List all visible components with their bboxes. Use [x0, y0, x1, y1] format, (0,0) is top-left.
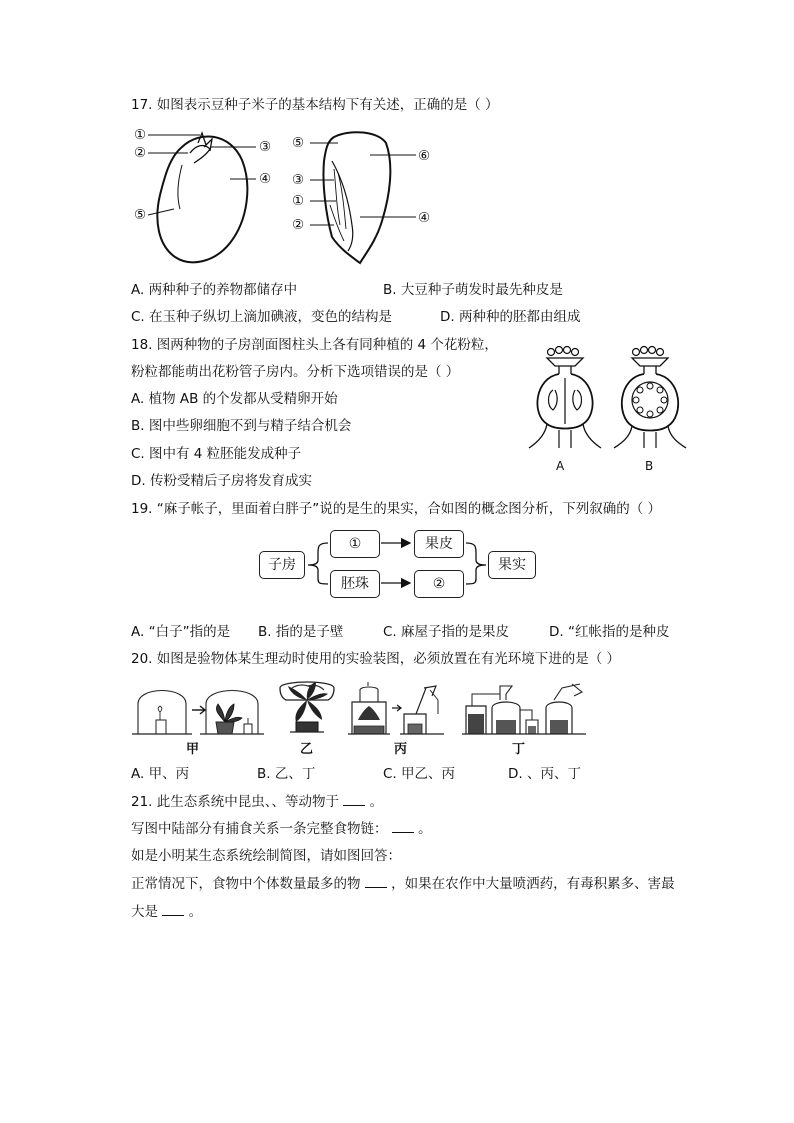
- q20-option-a[interactable]: A. 甲、丙: [131, 766, 190, 782]
- q20-stem: 20. 如图是验物体某生理动时使用的实验装图，必须放置在有光环境下进的是（ ）: [131, 651, 621, 667]
- q17-option-c[interactable]: C. 在玉种子纵切上滴加碘液，变色的结构是: [131, 309, 393, 325]
- concept-box-1: ①: [330, 530, 380, 558]
- concept-ovule: 胚珠: [330, 570, 380, 598]
- q19-option-b[interactable]: B. 指的是子壁: [258, 624, 344, 640]
- q19-option-d[interactable]: D. “红帐指的是种皮: [549, 624, 670, 640]
- bean-label-5: ⑤: [134, 207, 147, 223]
- corn-label-1: ①: [292, 193, 305, 209]
- apparatus-label-bing: 丙: [394, 742, 408, 757]
- corn-label-6: ⑥: [418, 148, 431, 164]
- concept-ovary: 子房: [259, 551, 305, 579]
- q21-line2: 写图中陆部分有捕食关系一条完整食物链： 。: [131, 821, 432, 837]
- q20-option-c[interactable]: C. 甲乙、丙: [383, 766, 456, 782]
- q17-stem: 17. 如图表示豆种子米子的基本结构下有关述，正确的是（ ）: [131, 97, 499, 113]
- q21-blank-3[interactable]: [365, 875, 387, 888]
- concept-fruit: 果实: [488, 551, 536, 579]
- q20-option-b[interactable]: B. 乙、丁: [257, 766, 316, 782]
- apparatus-label-ding: 丁: [512, 742, 526, 757]
- apparatus-yi: [272, 678, 342, 736]
- q19-option-a[interactable]: A. “白子”指的是: [131, 624, 231, 640]
- concept-pericarp: 果皮: [414, 530, 464, 558]
- concept-box-2: ②: [414, 570, 464, 598]
- q21-line1: 21. 此生态系统中昆虫、、等动物于 。: [131, 794, 384, 810]
- q18-option-c[interactable]: C. 图中有 4 粒胚能发成种子: [131, 446, 302, 462]
- bean-label-2: ②: [134, 145, 147, 161]
- q21-line5: 大是 。: [131, 904, 203, 920]
- q21-line3: 如是小明某生态系统绘制简图，请如图回答：: [131, 848, 401, 864]
- corn-label-2: ②: [292, 217, 305, 233]
- q18-option-a[interactable]: A. 植物 AB 的个发都从受精卵开始: [131, 391, 338, 407]
- bean-label-1: ①: [134, 127, 147, 143]
- ovary-label-a: A: [556, 459, 565, 473]
- corn-label-3: ③: [292, 172, 305, 188]
- apparatus-label-jia: 甲: [186, 742, 200, 757]
- q18-option-b[interactable]: B. 图中些卵细胞不到与精子结合机会: [131, 418, 352, 434]
- bean-label-3: ③: [259, 139, 272, 155]
- apparatus-label-yi: 乙: [300, 742, 314, 757]
- apparatus-ding: [462, 680, 592, 736]
- q18-stem-line2: 粉粒都能萌出花粉管子房内。分析下选项错误的是（ ）: [131, 364, 460, 380]
- ovary-label-b: B: [645, 459, 654, 473]
- q17-option-b[interactable]: B. 大豆种子萌发时最先种皮是: [383, 282, 563, 298]
- q20-option-d[interactable]: D. 、丙、丁: [508, 766, 581, 782]
- bean-label-4: ④: [259, 171, 272, 187]
- corn-label-4: ④: [418, 210, 431, 226]
- q19-stem: 19. “麻子帐子，里面着白胖子”说的是生的果实，合如图的概念图分析，下列叙确的（ ）: [131, 501, 662, 517]
- q18-option-d[interactable]: D. 传粉受精后子房将发育成实: [131, 473, 312, 489]
- q19-option-c[interactable]: C. 麻屋子指的是果皮: [383, 624, 510, 640]
- q21-blank-2[interactable]: [392, 820, 414, 833]
- apparatus-jia: [130, 680, 270, 736]
- q21-line4: 正常情况下，食物中个体数量最多的物 ，如果在农作中大量喷洒药，有毒积累多、害最: [131, 876, 675, 892]
- q17-option-a[interactable]: A. 两种种子的养物都储存中: [131, 282, 298, 298]
- q17-option-d[interactable]: D. 两种种的胚都由组成: [440, 309, 581, 325]
- corn-label-5: ⑤: [292, 135, 305, 151]
- q18-stem-line1: 18. 图两种物的子房剖面图柱头上各有同种植的 4 个花粉粒，: [131, 337, 498, 353]
- apparatus-bing: [346, 680, 456, 736]
- q21-blank-1[interactable]: [343, 793, 365, 806]
- q21-blank-4[interactable]: [162, 903, 184, 916]
